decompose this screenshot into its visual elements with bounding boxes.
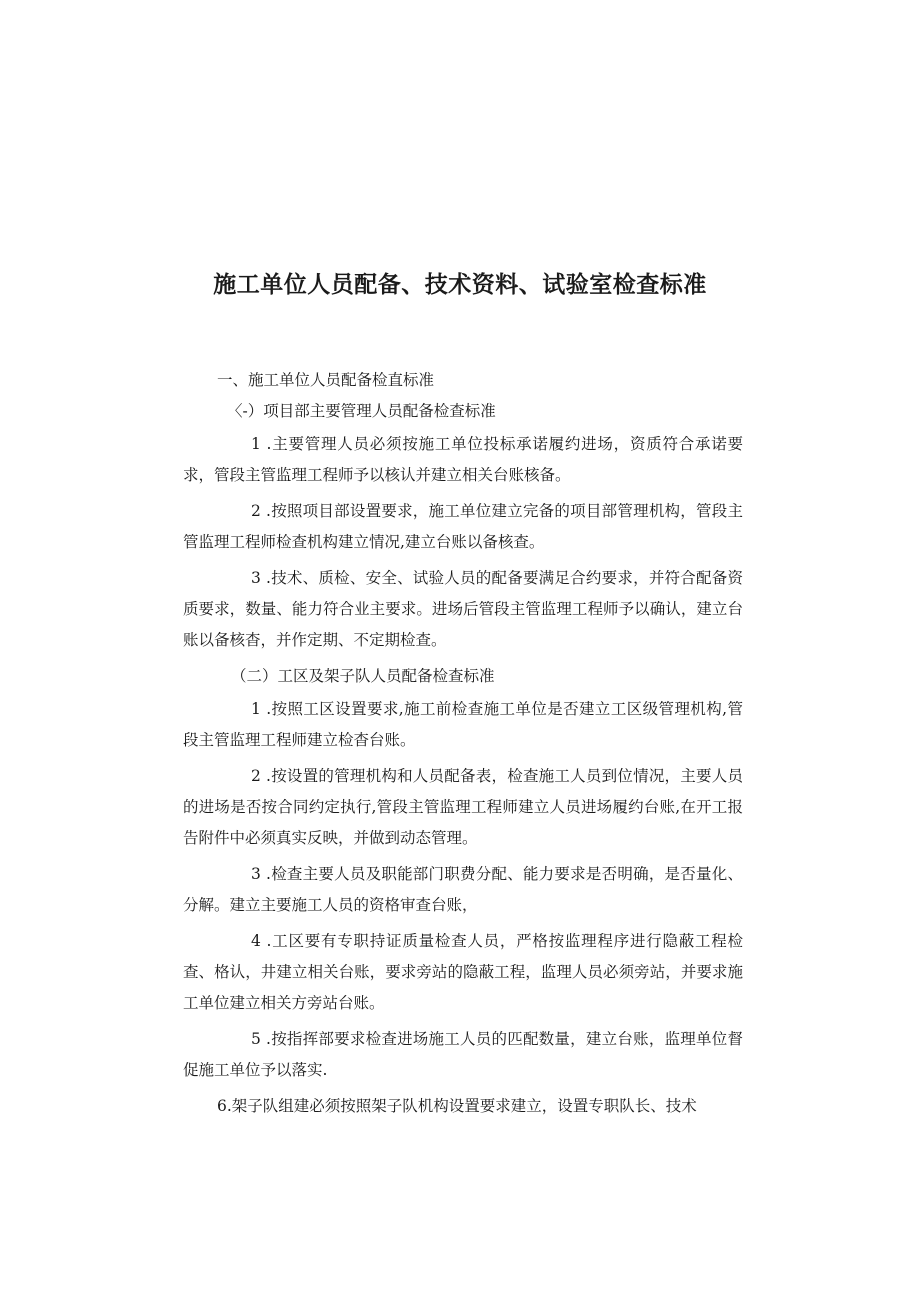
item-text: .工区要有专职持证质量检查人员，严格按监理程序进行隐蔽工程检查、格认，井建立相关台账，要求旁站的隐蔽工程，监理人员必须旁站，并要求施工单位建立相关方旁站台账。 xyxy=(183,932,743,1012)
item-number: 3 xyxy=(251,865,261,883)
document-body xyxy=(183,365,743,1122)
item-text: .技术、质检、安全、试验人员的配备要满足合约要求，并符合配备资质要求，数量、能力符合业主要求。进场后管段主管监理工程师予以确认，建立台账以备核杳，并作定期、不定期检查。 xyxy=(183,569,743,649)
item-text: .按照工区设置要求,施工前检查施工单位是否建立工区级管理机构,管段主管监理工程师建立检杳台账。 xyxy=(183,700,743,749)
document-title: 施工单位人员配备、技术资料、试验室检查标准 xyxy=(213,272,707,298)
item-number: 1 xyxy=(251,435,261,453)
sub2-item-6: 6.架子队组建必须按照架子队机构设置要求建立，设置专职队长、技术 xyxy=(217,1097,697,1115)
item-text: .按指挥部要求检查进场施工人员的匹配数量，建立台账，监理单位督促施工单位予以落实. xyxy=(183,1030,743,1079)
sub2-item-3 xyxy=(183,859,743,921)
sub2-item-5 xyxy=(183,1024,743,1086)
item-number: 5 xyxy=(251,1030,261,1048)
sub2-item-2 xyxy=(183,761,743,854)
item-number: 2 xyxy=(251,767,261,785)
item-number: 3 xyxy=(251,569,261,587)
sub2-item-1 xyxy=(183,694,743,756)
item-text: .按照项目部设置要求，施工单位建立完备的项目部管理机构，管段主管监理工程师检查机构建立情况,建立台账以备核查。 xyxy=(183,502,743,551)
subsection-1-heading: 〈-）项目部主要管理人员配备检查标准 xyxy=(227,402,496,420)
sub1-item-1 xyxy=(183,429,743,491)
subsection-2-heading: （二）工区及架子队人员配备检查标准 xyxy=(231,667,495,685)
section-1-heading: 一、施工单位人员配备检直标准 xyxy=(217,371,435,389)
item-text: .按设置的管理机构和人员配备表，检查施工人员到位情况，主要人员的进场是否按合同约定执行,管段主管监理工程师建立人员进场履约台账,在开工报告附件中必须真实反映，并做到动态管理。 xyxy=(183,767,743,847)
sub2-item-4 xyxy=(183,926,743,1019)
item-number: 2 xyxy=(251,502,261,520)
sub1-item-3 xyxy=(183,563,743,656)
item-text: .主要管理人员必须按施工单位投标承诺履约进场，资质符合承诺要求，管段主管监理工程师予以核认并建立相关台账核备。 xyxy=(183,435,743,484)
item-text: .检查主要人员及职能部门职费分配、能力要求是否明确，是否量化、分解。建立主要施工人员的资格审查台账， xyxy=(183,865,743,914)
item-number: 1 xyxy=(251,700,261,718)
item-number: 4 xyxy=(251,932,261,950)
sub1-item-2 xyxy=(183,496,743,558)
